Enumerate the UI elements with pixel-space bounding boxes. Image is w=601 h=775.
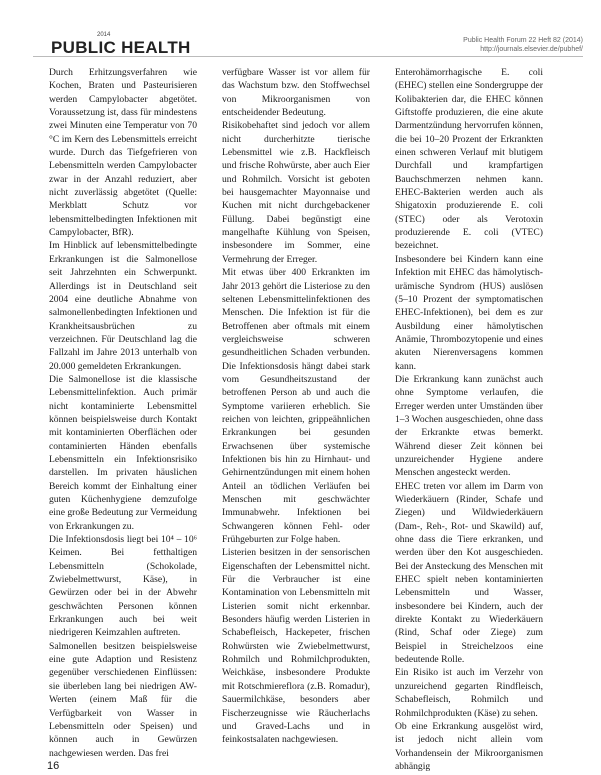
header-rule — [33, 56, 583, 57]
paragraph: Enterohämorrhagische E. coli (EHEC) stellen eine Sondergruppe der Kolibakterien dar, die EHEC können Giftstoffe produzieren, die eine akute Darmentzündung hervorrufen können, die bei 10–20 Prozent der Erkrankten einen schweren Verlauf mit blutigem Durchfall und krampfartigen Bauchschmerzen nehmen kann. EHEC-Bakterien werden auch als Shigatoxin produzierende E. coli (STEC) oder als Verotoxin produzierende E. coli (VTEC) bezeichnet. — [395, 67, 543, 252]
paragraph: EHEC treten vor allem im Darm von Wiederkäuern (Rinder, Schafe und Ziegen) und Wildwiederkäuern (Dam-, Reh-, Rot- und Skawild) auf, ohne dass die Tiere erkranken, und werden über den Kot ausgeschieden. Bei der Ansteckung des Menschen mit EHEC spielt neben kontaminierten Lebensmitteln und Wasser, insbesondere bei Kindern, auch der direkte Kontakt zu Wiederkäuern (Rind, Schaf oder Ziege) zum Beispiel in Streichelzoos eine bedeutende Rolle. — [395, 480, 543, 666]
page-number: 16 — [47, 760, 60, 772]
journal-logo: PUBLIC HEALTH — [51, 38, 191, 57]
paragraph: Ein Risiko ist auch im Verzehr von unzureichend gegarten Rindfleisch, Schabefleisch, Rohmilch und Rohmilchprodukten (Käse) zu sehen. — [395, 667, 543, 719]
paragraph: verfügbare Wasser ist vor allem für das Wachstum bzw. den Stoffwechsel von Mikroorganismen von entscheidender Bedeutung. — [222, 67, 370, 119]
paragraph: Salmonellen besitzen beispielsweise eine gute Adaption und Resistenz gegenüber verschiedenen Einflüssen: sie überleben lang bei niedrigen AW-Werten (einem Maß für die Verfügbarkeit von Wasser in Lebensmitteln oder Speisen) und können auch in Gewürzen nachgewiesen werden. Das frei — [49, 640, 197, 759]
text-column-1 — [49, 66, 197, 760]
paragraph: Insbesondere bei Kindern kann eine Infektion mit EHEC das hämolytisch-urämische Syndrom (HUS) auslösen (5–10 Prozent der symptomatischen EHEC-Infektionen), bei dem es zur Ausbildung einer hämolytischen Anämie, Thrombozytopenie und eines akuten Nierenversagens kommen kann. — [395, 253, 543, 372]
paragraph: Mit etwas über 400 Erkrankten im Jahr 2013 gehört die Listeriose zu den seltenen Lebensmittelinfektionen des Menschen. Die Infektion ist für die Betroffenen aber oftmals mit einem vergleichsweise schweren gesundheitlichen Schaden verbunden. Die Infektionsdosis hängt dabei stark vom Gesundheitszustand der betroffenen Person ab und auch die Symptome variieren erheblich. Sie reichen von leichten, grippeähnlichen Erkrankungen bei gesunden Erwachsenen über systemische Infektionen bis hin zu Hirnhaut- und Gehirnentzündungen mit einem hohen Anteil an tödlichen Verläufen bei Menschen mit geschwächter Immunabwehr. Infektionen bei Schwangeren können Fehl- oder Frühgeburten zur Folge haben. — [222, 267, 370, 546]
paragraph: Die Infektionsdosis liegt bei 10⁴ – 10⁶ Keimen. Bei fetthaltigen Lebensmitteln (Schokolade, Zwiebelmettwurst, Käse), in Gewürzen oder bei in der Abwehr geschwächten Personen können Erkrankungen auch bei weit niedrigeren Keimzahlen auftreten. — [49, 534, 197, 639]
paragraph: Im Hinblick auf lebensmittelbedingte Erkrankungen ist die Salmonellose seit Jahrzehnten ein Schwerpunkt. Allerdings ist in Deutschland seit 2004 eine deutliche Abnahme von salmonellenbedingten Infektionen und Krankheitsausbrüchen zu verzeichnen. Für Deutschland lag die Fallzahl im Jahre 2013 unterhalb von 20.000 gemeldeten Erkrankungen. — [49, 240, 197, 372]
journal-citation — [463, 36, 583, 54]
paragraph: Durch Erhitzungsverfahren wie Kochen, Braten und Pasteurisieren werden Campylobacter abgetötet. Voraussetzung ist, dass für mindestens zwei Minuten eine Temperatur von 70 °C im Kern des Lebensmittels erreicht wurde. Durch das Tiefgefrieren von Lebensmitteln werden Campylobacter zwar in der Anzahl reduziert, aber nicht zuverlässig abgetötet (Quelle: Merkblatt Schutz vor lebensmittelbedingten Infektionen mit Campylobacter, BfR). — [49, 67, 197, 239]
logo-year: 2014 — [97, 32, 111, 38]
paragraph: Die Erkrankung kann zunächst auch ohne Symptome verlaufen, die Erreger werden unter Umständen über 1–3 Wochen ausgeschieden, ohne dass der Erkrankte etwas bemerkt. Während dieser Zeit können bei unzureichender Hygiene andere Menschen angesteckt werden. — [395, 373, 543, 479]
text-column-2 — [222, 66, 370, 747]
text-column-3 — [395, 66, 543, 773]
journal-citation-line2: http://journals.elsevier.de/pubhef/ — [480, 46, 583, 53]
journal-citation-line1: Public Health Forum 22 Heft 82 (2014) — [463, 37, 583, 44]
paragraph: Risikobehaftet sind jedoch vor allem nicht durcherhitzte tierische Lebensmittel wie z.B. Hackfleisch und frische Rohwürste, aber auch Eier und Rohmilch. Vorsicht ist geboten bei hausgemachter Mayonnaise und Kuchen mit nicht durchgebackener Füllung. Dabei begünstigt eine mangelhafte Kühlung von Speisen, insbesondere im Sommer, eine Vermehrung der Erreger. — [222, 120, 370, 265]
paragraph: Die Salmonellose ist die klassische Lebensmittelinfektion. Auch primär nicht kontaminierte Lebensmittel können beispielsweise durch Kontakt mit kontaminierten Oberflächen oder contaminierten Händen ebenfalls Lebensmitteln ein Infektionsrisiko darstellen. Im privaten häuslichen Bereich kommt der Einhaltung einer guten Küchenhygiene demzufolge eine große Bedeutung zur Vermeidung von Erkrankungen zu. — [49, 373, 197, 532]
paragraph: Ob eine Erkrankung ausgelöst wird, ist jedoch nicht allein vom Vorhandensein der Mikroorganismen abhängig — [395, 720, 543, 772]
paragraph: Listerien besitzen in der sensorischen Eigenschaften der Lebensmittel nicht. Für die Verbraucher ist eine Kontamination von Lebensmitteln mit Listerien somit nicht erkennbar. Besonders häufig werden Listerien in Schabefleisch, Hackepeter, frischen Rohwürsten wie Zwiebelmettwurst, Rohmilch und Rohmilchprodukten, Weichkäse, insbesondere Produkte mit Rotschmiereflora (z.B. Romadur), Sauermilchkäse, besonders aber Fischerzeugnisse wie Räucherlachs und Graved-Lachs und in feinkostsalaten nachgewiesen. — [222, 547, 370, 746]
